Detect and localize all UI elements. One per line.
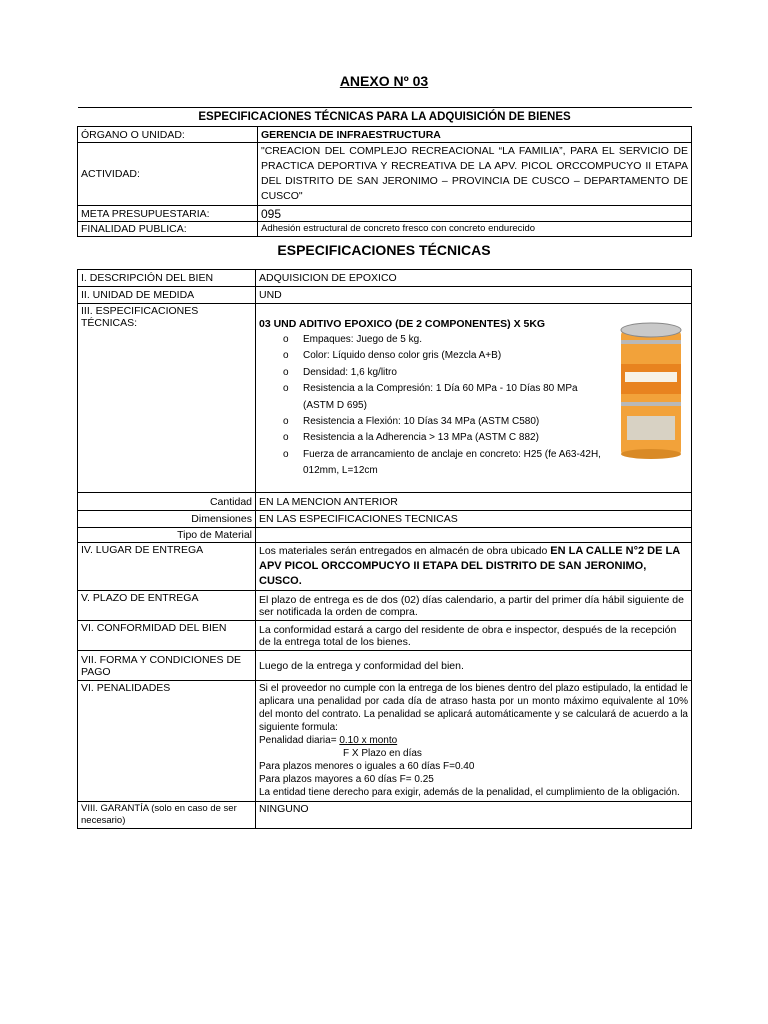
penalidad-formula bbox=[259, 734, 688, 747]
can-lid bbox=[621, 323, 681, 337]
spec-list bbox=[259, 332, 603, 480]
organo-label: ÓRGANO O UNIDAD: bbox=[78, 127, 258, 143]
actividad-label: ACTIVIDAD: bbox=[78, 143, 258, 206]
descripcion-value: ADQUISICION DE EPOXICO bbox=[256, 270, 692, 287]
lugar-label: IV. LUGAR DE ENTREGA bbox=[78, 543, 256, 591]
conformidad-label: VI. CONFORMIDAD DEL BIEN bbox=[78, 621, 256, 651]
cantidad-value: EN LA MENCION ANTERIOR bbox=[256, 493, 692, 511]
tipo-material-label: Tipo de Material bbox=[78, 528, 256, 543]
can-base bbox=[621, 449, 681, 459]
conformidad-value: La conformidad estará a cargo del residente de obra e inspector, después de la recepción de la entrega total de los bienes. bbox=[256, 621, 692, 651]
tipo-material-value bbox=[256, 528, 692, 543]
garantia-label: VIII. GARANTÍA (solo en caso de ser necesario) bbox=[78, 802, 256, 829]
penalidades-label: VI. PENALIDADES bbox=[78, 681, 256, 802]
specs-table bbox=[77, 269, 692, 829]
spec-item: o Fuerza de arrancamiento de anclaje en concreto: H25 (fe A63-42H, 012mm, L=12cm bbox=[283, 447, 603, 480]
lugar-value bbox=[256, 543, 692, 591]
cantidad-label: Cantidad bbox=[78, 493, 256, 511]
can-lower-panel bbox=[627, 416, 675, 440]
unidad-label: II. UNIDAD DE MEDIDA bbox=[78, 287, 256, 304]
spec-item: o Empaques: Juego de 5 kg. bbox=[283, 332, 603, 348]
penalidades-cell bbox=[256, 681, 692, 802]
header-table bbox=[77, 107, 692, 237]
penalidades-text: Si el proveedor no cumple con la entrega de los bienes dentro del plazo estipulado, la entidad le aplicara una penalidad por cada día de atraso hasta por un monto máximo equivalente al 10% del monto del contrato. La penalidad se aplicará automáticamente y se calculará de acuerdo a la siguiente formula: bbox=[259, 683, 688, 733]
dimensiones-label: Dimensiones bbox=[78, 511, 256, 528]
document-title: ANEXO Nº 03 bbox=[339, 73, 429, 89]
penalidad-numerador: 0.10 x monto bbox=[339, 735, 398, 746]
penalidad-menores: Para plazos menores o iguales a 60 días F=0.40 bbox=[259, 761, 475, 772]
finalidad-label: FINALIDAD PUBLICA: bbox=[78, 222, 258, 237]
meta-value: 095 bbox=[258, 206, 692, 222]
especificaciones-label: III. ESPECIFICACIONES TÉCNICAS: bbox=[78, 304, 256, 493]
can-band-top bbox=[621, 340, 681, 344]
can-band-mid bbox=[621, 402, 681, 406]
can-label-strip bbox=[625, 372, 677, 382]
penalidad-diaria-label: Penalidad diaria= bbox=[259, 735, 340, 746]
dimensiones-value: EN LAS ESPECIFICACIONES TECNICAS bbox=[256, 511, 692, 528]
finalidad-value: Adhesión estructural de concreto fresco con concreto endurecido bbox=[258, 222, 692, 237]
lugar-text: Los materiales serán entregados en almacén de obra ubicado bbox=[259, 545, 551, 557]
plazo-value: El plazo de entrega es de dos (02) días calendario, a partir del primer día hábil siguiente de ser notificada la orden de compra. bbox=[256, 591, 692, 621]
penalidad-denominador: F X Plazo en días bbox=[343, 748, 422, 759]
epoxy-can-icon bbox=[617, 320, 685, 460]
section-subtitle: ESPECIFICACIONES TÉCNICAS bbox=[277, 242, 491, 258]
actividad-value: "CREACION DEL COMPLEJO RECREACIONAL “LA FAMILIA”, PARA EL SERVICIO DE PRACTICA DEPORTIVA Y RECREATIVA DE LA APV. PICOL ORCCOMPUCYO II ETAPA DEL DISTRITO DE SAN JERONIMO – PROVINCIA DE CUSCO – DEPARTAMENTO DE CUSCO" bbox=[258, 143, 692, 206]
meta-label: META PRESUPUESTARIA: bbox=[78, 206, 258, 222]
penalidad-derecho: La entidad tiene derecho para exigir, además de la penalidad, el cumplimiento de la obligación. bbox=[259, 787, 680, 798]
plazo-label: V. PLAZO DE ENTREGA bbox=[78, 591, 256, 621]
pago-label: VII. FORMA Y CONDICIONES DE PAGO bbox=[78, 651, 256, 681]
descripcion-label: I. DESCRIPCIÓN DEL BIEN bbox=[78, 270, 256, 287]
organo-value: GERENCIA DE INFRAESTRUCTURA bbox=[258, 127, 692, 143]
pago-value: Luego de la entrega y conformidad del bien. bbox=[256, 651, 692, 681]
product-heading: 03 UND ADITIVO EPOXICO (DE 2 COMPONENTES) X 5KG bbox=[259, 318, 546, 330]
penalidad-mayores: Para plazos mayores a 60 días F= 0.25 bbox=[259, 774, 434, 785]
table-header: ESPECIFICACIONES TÉCNICAS PARA LA ADQUISICIÓN DE BIENES bbox=[78, 108, 692, 127]
spec-item: o Resistencia a la Compresión: 1 Día 60 MPa - 10 Días 80 MPa (ASTM D 695) bbox=[283, 381, 603, 414]
unidad-value: UND bbox=[256, 287, 692, 304]
lugar-address: EN LA CALLE N°2 DE LA APV PICOL ORCCOMPUCYO II ETAPA DEL DISTRITO DE SAN JERONIMO, CUSCO. bbox=[259, 545, 680, 587]
spec-item: o Color: Líquido denso color gris (Mezcla A+B) bbox=[283, 348, 603, 364]
spec-item: o Resistencia a Flexión: 10 Días 34 MPa (ASTM C580) bbox=[283, 414, 603, 430]
spec-item: o Densidad: 1,6 kg/litro bbox=[283, 365, 603, 381]
garantia-value: NINGUNO bbox=[256, 802, 692, 829]
spec-item: o Resistencia a la Adherencia > 13 MPa (ASTM C 882) bbox=[283, 430, 603, 446]
